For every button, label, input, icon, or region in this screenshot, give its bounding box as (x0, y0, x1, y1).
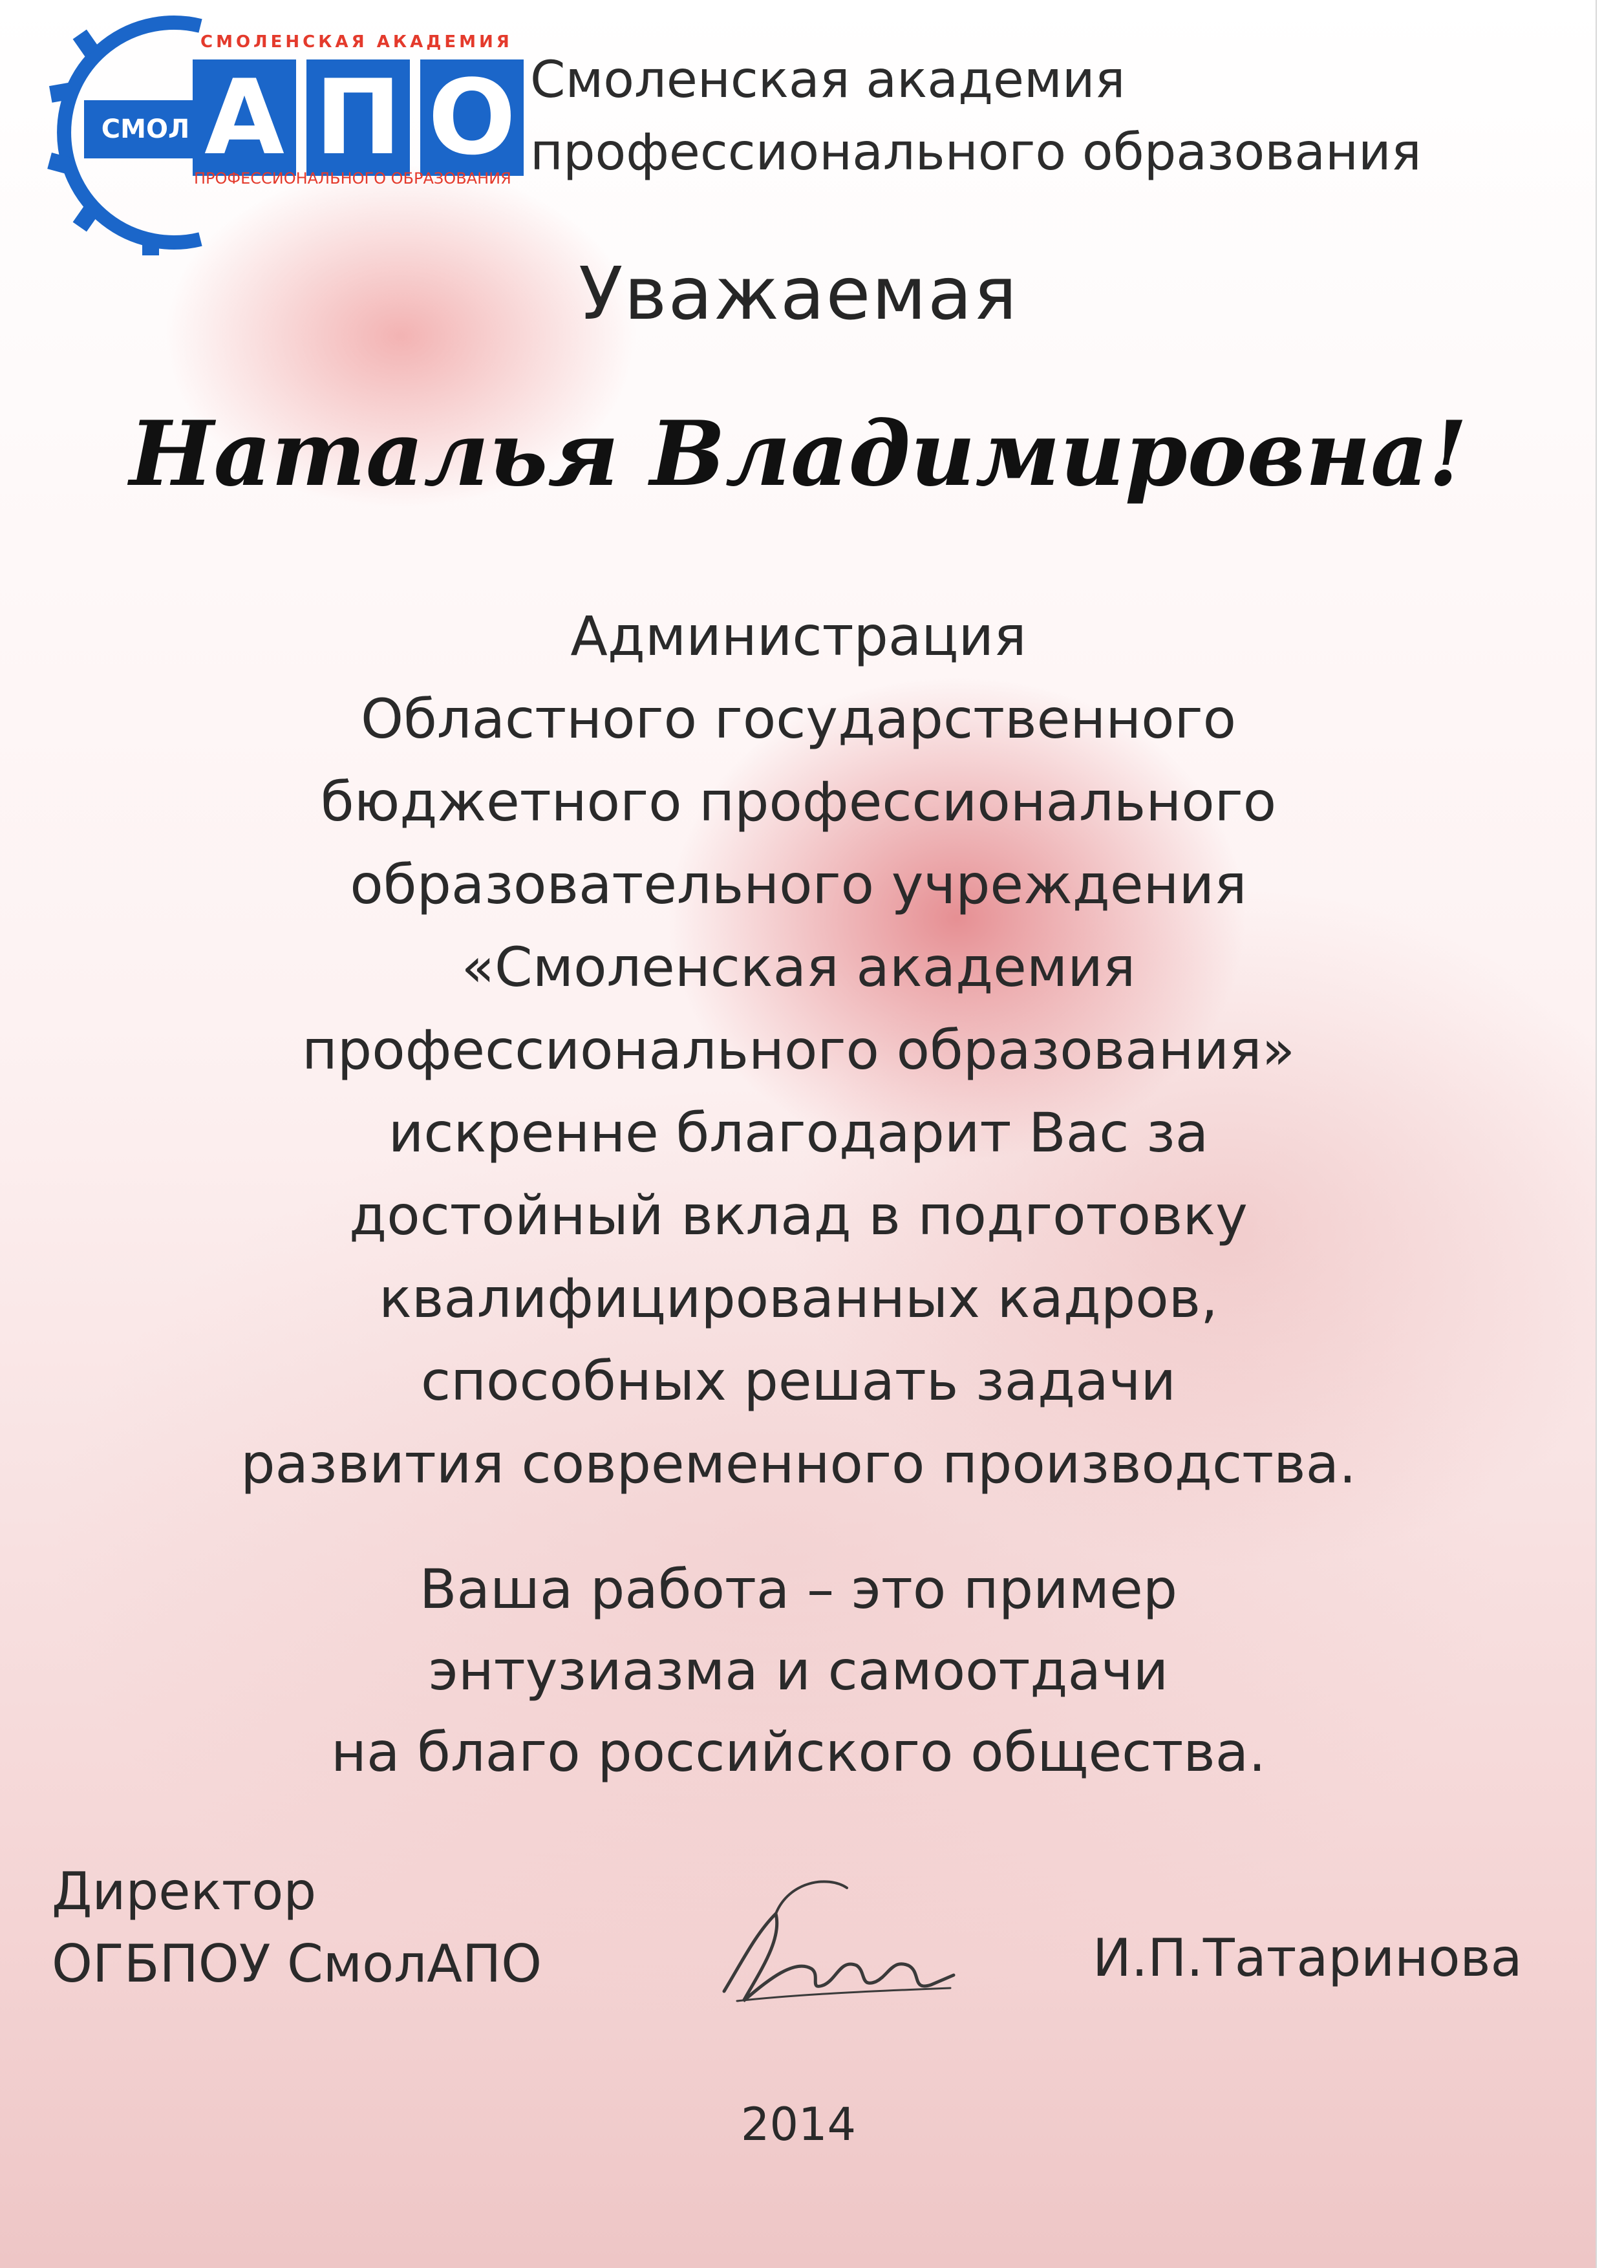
text-line: развития современного производства. (240, 1432, 1356, 1495)
organization-name (530, 44, 1422, 189)
text-line: Администрация (570, 604, 1027, 668)
gratitude-text (0, 595, 1597, 1505)
closing-text (0, 1548, 1597, 1793)
signatory-title-line: ОГБПОУ СмолАПО (52, 1934, 542, 1994)
text-line: достойный вклад в подготовку (349, 1184, 1248, 1247)
logo-letter: П (306, 59, 410, 176)
signatory-name: И.П.Татаринова (1093, 1928, 1522, 1988)
logo-letter: А (193, 59, 296, 176)
scan-edge (1596, 0, 1624, 2268)
text-line: образовательного учреждения (350, 853, 1247, 916)
org-name-line: профессионального образования (530, 123, 1422, 182)
recipient-name: Наталья Владимировна! (129, 401, 1468, 506)
signatory-title (52, 1856, 542, 2000)
logo-bottom-text: ПРОФЕССИОНАЛЬНОГО ОБРАЗОВАНИЯ (194, 169, 511, 187)
logo-smol-label: СМОЛ (84, 100, 207, 158)
text-line: профессионального образования» (301, 1018, 1296, 1082)
text-line: Ваша работа – это пример (419, 1557, 1178, 1621)
text-line: квалифицированных кадров, (379, 1267, 1218, 1330)
text-line: энтузиазма и самоотдачи (428, 1639, 1169, 1702)
signatory-title-line: Директор (52, 1861, 317, 1921)
text-line: Областного государственного (360, 687, 1237, 751)
logo-letter: О (420, 59, 524, 176)
text-line: «Смоленская академия (461, 936, 1136, 999)
greeting: Уважаемая (579, 252, 1018, 336)
academy-logo (39, 6, 516, 259)
text-line: искренне благодарит Вас за (388, 1101, 1209, 1164)
logo-top-text: СМОЛЕНСКАЯ АКАДЕМИЯ (200, 32, 513, 52)
handwritten-signature (698, 1862, 970, 2030)
org-name-line: Смоленская академия (530, 51, 1126, 109)
text-line: способных решать задачи (421, 1349, 1176, 1413)
logo-apo-letters (193, 59, 524, 176)
text-line: бюджетного профессионального (320, 770, 1277, 833)
text-line: на благо российского общества. (331, 1720, 1266, 1784)
year: 2014 (740, 2098, 857, 2151)
